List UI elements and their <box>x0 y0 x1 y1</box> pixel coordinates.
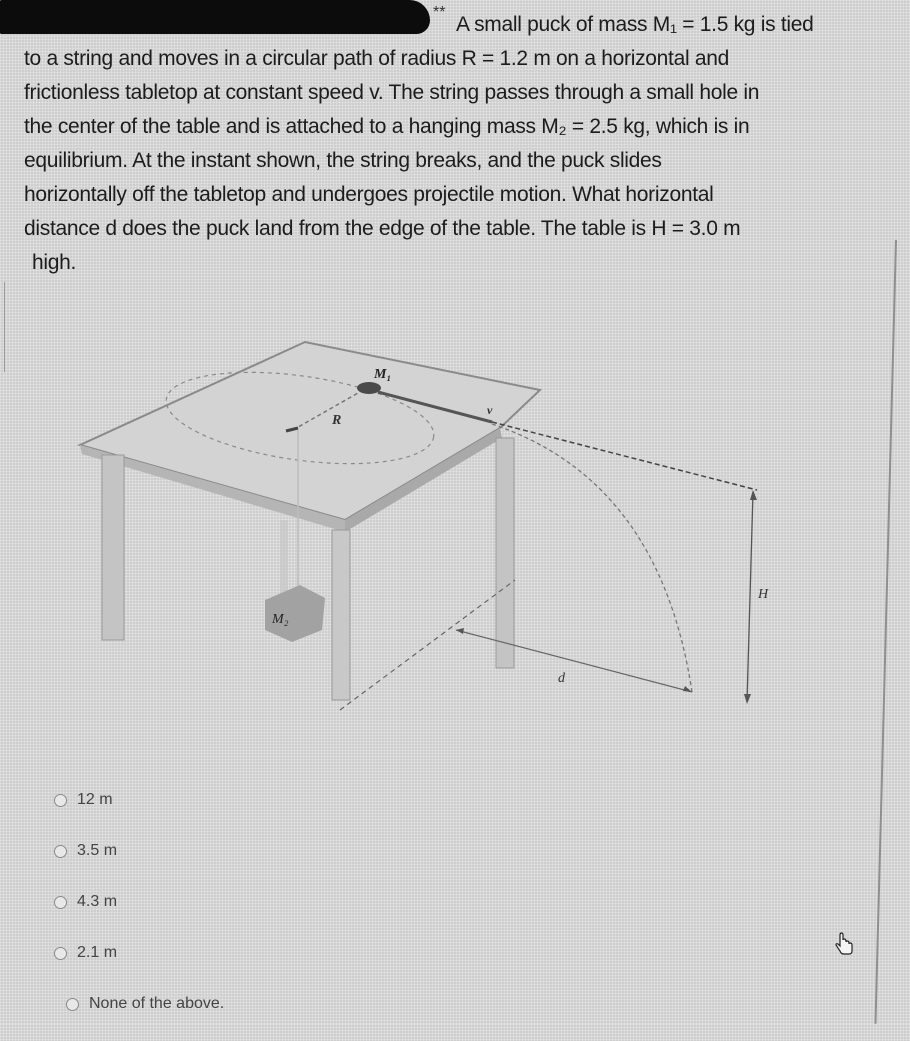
radio-button[interactable] <box>54 845 67 858</box>
radio-button[interactable] <box>54 947 67 960</box>
answer-options <box>54 786 224 1041</box>
label-m2: M₂ <box>272 612 289 627</box>
question-marker: ** <box>433 4 446 21</box>
option-label: 2.1 m <box>77 944 118 961</box>
hand-pointer-icon <box>832 932 858 958</box>
label-v: v <box>487 403 493 417</box>
question-line: horizontally off the tabletop and undergoes projectile motion. What horizontal <box>24 183 714 206</box>
option-12m[interactable] <box>54 786 224 814</box>
option-label: 4.3 m <box>77 893 118 910</box>
option-label: 3.5 m <box>77 842 118 859</box>
label-d: d <box>558 671 565 686</box>
question-line: high. <box>32 251 77 274</box>
question-line: frictionless tabletop at constant speed v. The string passes through a small hole in <box>24 81 760 104</box>
option-label: 12 m <box>77 791 113 808</box>
question-line: to a string and moves in a circular path of radius R = 1.2 m on a horizontal and <box>24 47 729 70</box>
option-label: None of the above. <box>89 995 225 1012</box>
radio-button[interactable] <box>54 794 67 807</box>
label-r: R <box>332 413 342 428</box>
option-4-3m[interactable] <box>54 888 224 916</box>
question-text <box>24 8 894 280</box>
window-edge <box>4 282 5 372</box>
label-h: H <box>758 587 769 602</box>
question-line: equilibrium. At the instant shown, the string breaks, and the puck slides <box>24 149 662 172</box>
option-none-of-the-above[interactable] <box>66 990 224 1018</box>
option-3-5m[interactable] <box>54 837 224 865</box>
table-diagram <box>60 330 840 730</box>
radio-button[interactable] <box>54 896 67 909</box>
screen-edge <box>874 240 897 1024</box>
option-2-1m[interactable] <box>54 939 224 967</box>
question-line: the center of the table and is attached to a hanging mass M₂ = 2.5 kg, which is in <box>24 115 750 138</box>
radio-button[interactable] <box>66 998 79 1011</box>
question-line: A small puck of mass M₁ = 1.5 kg is tied <box>456 13 814 36</box>
label-m1: M₁ <box>374 367 392 382</box>
question-line: distance d does the puck land from the edge of the table. The table is H = 3.0 m <box>24 217 741 240</box>
